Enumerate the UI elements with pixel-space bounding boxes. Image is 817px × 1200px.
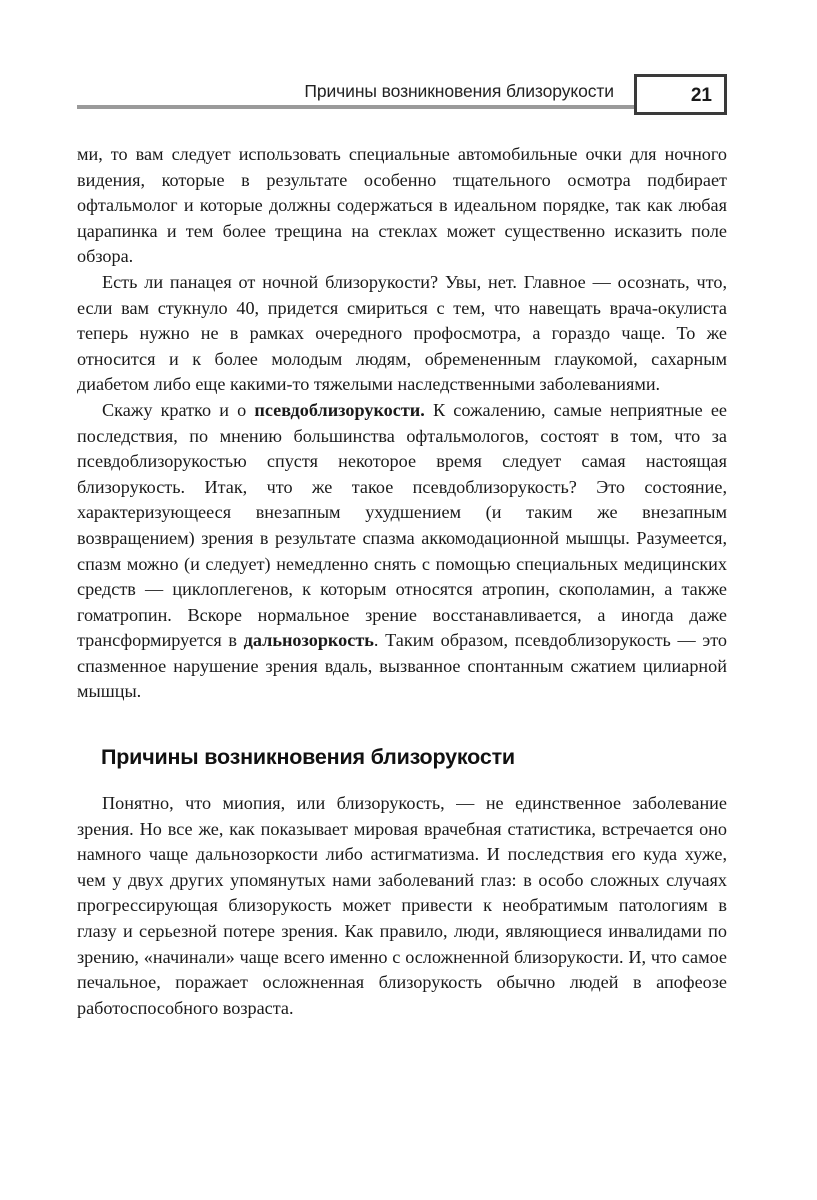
running-header	[77, 74, 727, 118]
text-run: К сожалению, самые неприятные ее последствия, по мнению большинства офтальмологов, состоят в том, что за псевдоблизорукостью спустя некоторое время следует самая настоящая близорукость. Итак, что же такое псевдоблизорукость? Это состояние, характеризующееся внезапным ухудшением (и таким же внезапным возвращением) зрения в результате спазма аккомодационной мышцы. Разумеется, спазм можно (и следует) немедленно снять с помощью специальных медицинских средств — циклоплегенов, к которым относятся атропин, скополамин, а также гоматропин. Вскоре нормальное зрение восстанавливается, а иногда даже трансформируется в	[77, 399, 727, 651]
running-title: Причины возникновения близорукости	[304, 81, 614, 101]
page-body	[77, 142, 727, 1021]
paragraph-causes: Понятно, что миопия, или близорукость, — не единственное заболевание зрения. Но все же, как показывает мировая врачебная статистика, встречается оно намного чаще дальнозоркости либо астигматизма. И последствия его куда хуже, чем у двух других упомянутых нами заболеваний глаз: в особо сложных случаях прогрессирующая близорукость может привести к необратимым патологиям в глазу и серьезной потере зрения. Как правило, люди, являющиеся инвалидами по зрению, «начинали» чаще всего именно с осложненной близорукости. И, что самое печальное, поражает осложненная близорукость обычно людей в апофеозе работоспособного возраста.	[77, 793, 727, 1018]
header-rule	[77, 105, 637, 109]
page-number: 21	[634, 74, 727, 115]
bold-term-pseudomyopia: псевдоблизорукости.	[254, 399, 425, 420]
paragraph-continuation: ми, то вам следует использовать специальные автомобильные очки для ночного видения, которые в результате особенно тщательного осмотра подбирает офтальмолог и которые должны содержаться в идеальном порядке, так как любая царапинка и тем более трещина на стеклах может существенно исказить поле обзора.	[77, 144, 727, 267]
text-run: . Таким образом, псевдоблизорукость — это спазменное нарушение зрения вдаль, вызванное спонтанным сжатием цилиарной мышцы.	[77, 630, 727, 702]
section-heading: Причины возникновения близорукости	[101, 745, 515, 770]
paragraph-night-myopia: Есть ли панацея от ночной близорукости? Увы, нет. Главное — осознать, что, если вам стукнуло 40, придется смириться с тем, что навещать врача-окулиста теперь нужно не в рамках очередного профосмотра, а гораздо чаще. То же относится и к более молодым людям, обремененным глаукомой, сахарным диабетом либо еще какими-то тяжелыми наследственными заболеваниями.	[77, 271, 727, 395]
bold-term-hyperopia: дальнозоркость	[243, 630, 374, 651]
text-run: Скажу кратко и о	[102, 399, 255, 420]
paragraph-pseudomyopia	[77, 398, 727, 705]
